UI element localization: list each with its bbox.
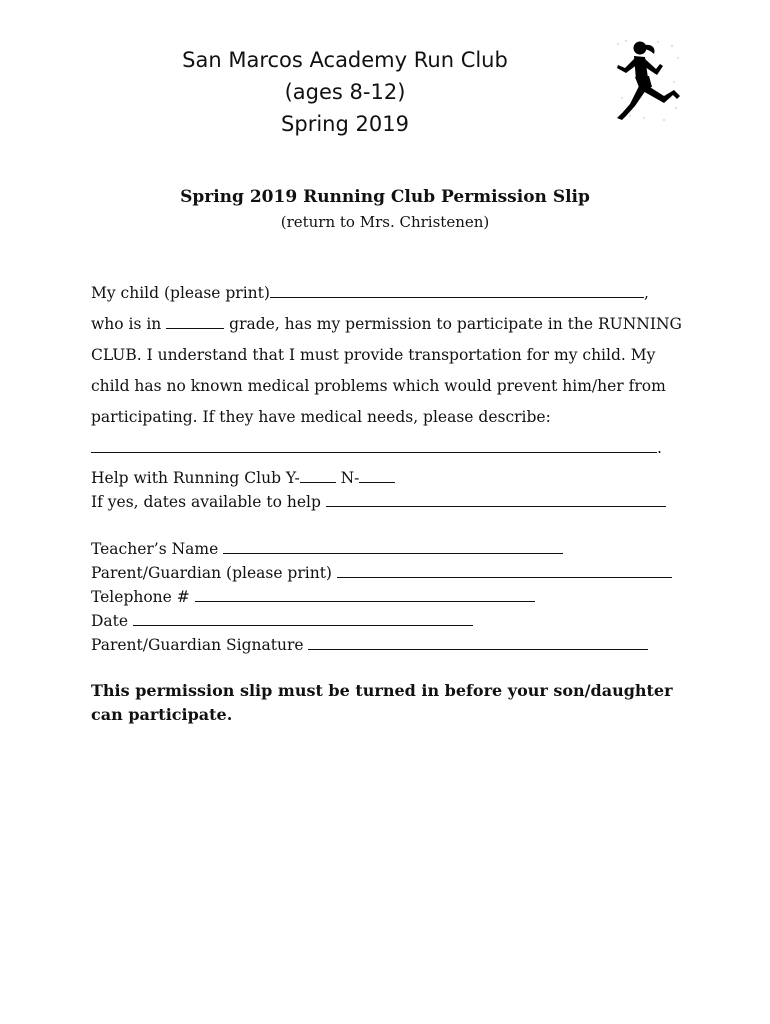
help-dates-field[interactable] xyxy=(326,491,666,507)
help-yes-label: Help with Running Club Y- xyxy=(91,469,300,487)
parent-print-field[interactable] xyxy=(337,562,672,578)
help-dates-label: If yes, dates available to help xyxy=(91,493,326,511)
medical-needs-line xyxy=(91,436,691,460)
help-line xyxy=(91,466,691,490)
child-name-line xyxy=(91,278,691,309)
paragraph-line-4: child has no known medical problems which would prevent him/her from xyxy=(91,377,666,395)
grade-line xyxy=(91,309,691,340)
paragraph-line-3: CLUB. I understand that I must provide transportation for my child. My xyxy=(91,346,656,364)
club-name: San Marcos Academy Run Club xyxy=(182,48,508,72)
medical-needs-period: . xyxy=(657,439,662,457)
signature-line xyxy=(91,633,691,657)
grade-prefix: who is in xyxy=(91,315,167,333)
telephone-label: Telephone # xyxy=(91,588,195,606)
turn-in-notice: This permission slip must be turned in before your son/daughter can participate. xyxy=(91,681,673,724)
medical-needs-field[interactable] xyxy=(91,437,657,453)
paragraph-line-5: participating. If they have medical needs, please describe: xyxy=(91,408,551,426)
help-dates-line xyxy=(91,490,691,514)
date-field[interactable] xyxy=(133,610,473,626)
slip-subtitle: (return to Mrs. Christenen) xyxy=(280,213,490,231)
help-section xyxy=(91,466,691,514)
date-line xyxy=(91,609,691,633)
runner-icon xyxy=(614,38,682,124)
club-ages: (ages 8-12) xyxy=(284,80,406,104)
child-name-comma: , xyxy=(643,284,649,302)
help-no-label: N- xyxy=(335,469,360,487)
grade-field[interactable] xyxy=(166,313,224,329)
date-label: Date xyxy=(91,612,133,630)
help-no-field[interactable] xyxy=(359,467,395,483)
parent-print-line xyxy=(91,561,691,585)
child-name-field[interactable] xyxy=(270,282,644,298)
help-yes-field[interactable] xyxy=(300,467,336,483)
slip-title: Spring 2019 Running Club Permission Slip xyxy=(180,187,590,207)
teacher-line xyxy=(91,537,691,561)
teacher-label: Teacher’s Name xyxy=(91,540,224,558)
permission-paragraph xyxy=(91,278,691,433)
teacher-field[interactable] xyxy=(223,538,563,554)
signature-field[interactable] xyxy=(308,634,648,650)
grade-suffix: grade, has my permission to participate in the RUNNING xyxy=(224,315,682,333)
club-header xyxy=(150,44,540,140)
club-season: Spring 2019 xyxy=(281,112,409,136)
parent-print-label: Parent/Guardian (please print) xyxy=(91,564,337,582)
telephone-line xyxy=(91,585,691,609)
signature-label: Parent/Guardian Signature xyxy=(91,636,309,654)
child-name-label: My child (please print) xyxy=(91,284,270,302)
signature-section xyxy=(91,537,691,657)
telephone-field[interactable] xyxy=(195,586,535,602)
